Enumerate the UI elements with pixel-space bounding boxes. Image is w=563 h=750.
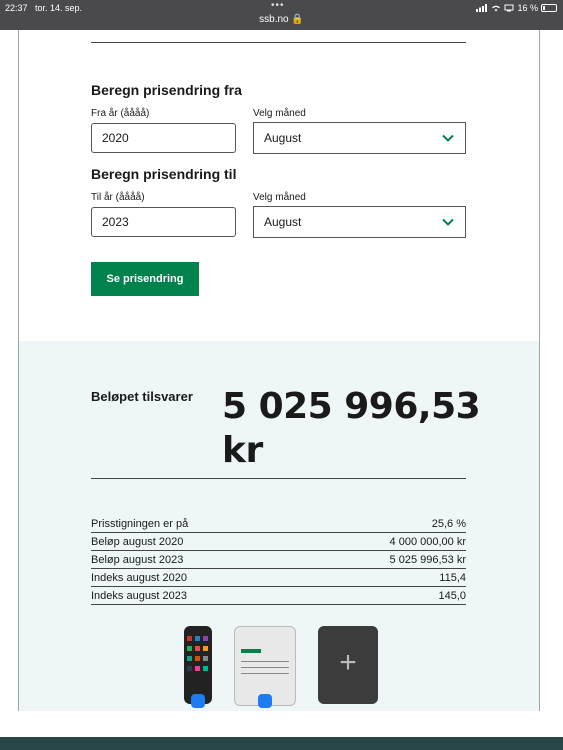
row-label: Indeks august 2023: [91, 590, 188, 602]
safari-icon: [258, 694, 272, 708]
window-label-3[interactable]: Nytt vindu: [325, 714, 371, 725]
table-row: [91, 514, 466, 533]
to-month-value: August: [264, 215, 302, 229]
to-year-input[interactable]: [91, 207, 236, 237]
chevron-down-icon: [441, 215, 455, 229]
row-label: Prisstigningen er på: [91, 518, 189, 530]
window-label-1[interactable]: kvinn egu...: [172, 714, 224, 725]
row-value: 25,6 %: [431, 518, 466, 530]
table-row: [91, 586, 466, 605]
row-label: Beløp august 2020: [91, 536, 184, 548]
bottom-strip: [0, 737, 563, 750]
divider: [91, 42, 466, 43]
status-bar: [0, 0, 563, 30]
address-bar[interactable]: ssb.no 🔒: [259, 14, 304, 25]
status-indicators: [476, 3, 557, 13]
from-month-select[interactable]: [253, 122, 466, 154]
row-label: Beløp august 2023: [91, 554, 184, 566]
to-month-select[interactable]: [253, 206, 466, 238]
multitask-dots[interactable]: •••: [271, 0, 285, 11]
row-value: 115,4: [439, 572, 466, 584]
window-thumbnail-1[interactable]: [184, 626, 212, 704]
window-label-2[interactable]: ssb.no og 4 andre faner: [238, 714, 290, 736]
result-label: Beløpet tilsvarer: [91, 389, 193, 404]
divider: [91, 478, 466, 479]
from-section-title: Beregn prisendring fra: [91, 82, 242, 98]
from-month-label: Velg måned: [253, 108, 306, 119]
to-month-label: Velg måned: [253, 192, 306, 203]
to-year-label: Til år (åååå): [91, 192, 145, 203]
price-calculator-form: [18, 30, 540, 342]
from-year-input[interactable]: [91, 123, 236, 153]
row-value: 4 000 000,00 kr: [389, 536, 466, 548]
plus-icon: +: [339, 646, 357, 679]
from-year-label: Fra år (åååå): [91, 108, 150, 119]
screen-share-icon: [504, 4, 514, 12]
row-label: Indeks august 2020: [91, 572, 188, 584]
table-row: [91, 568, 466, 587]
app-grid-thumbnail: [184, 626, 212, 704]
chevron-down-icon: [441, 131, 455, 145]
from-month-value: August: [264, 131, 302, 145]
see-price-change-button[interactable]: Se prisendring: [91, 262, 199, 296]
status-time: 22:37: [5, 3, 28, 13]
status-date: tor. 14. sep.: [35, 3, 83, 13]
result-amount: 5 025 996,53 kr: [222, 386, 481, 471]
window-switcher: [0, 606, 563, 750]
table-row: [91, 532, 466, 551]
battery-icon: [541, 4, 557, 12]
to-section-title: Beregn prisendring til: [91, 166, 237, 182]
row-value: 5 025 996,53 kr: [389, 554, 466, 566]
battery-percent: 16 %: [517, 3, 538, 13]
wifi-icon: [491, 4, 501, 12]
safari-icon: [191, 694, 205, 708]
table-row: [91, 550, 466, 569]
signal-icon: [476, 4, 488, 12]
row-value: 145,0: [438, 590, 466, 602]
